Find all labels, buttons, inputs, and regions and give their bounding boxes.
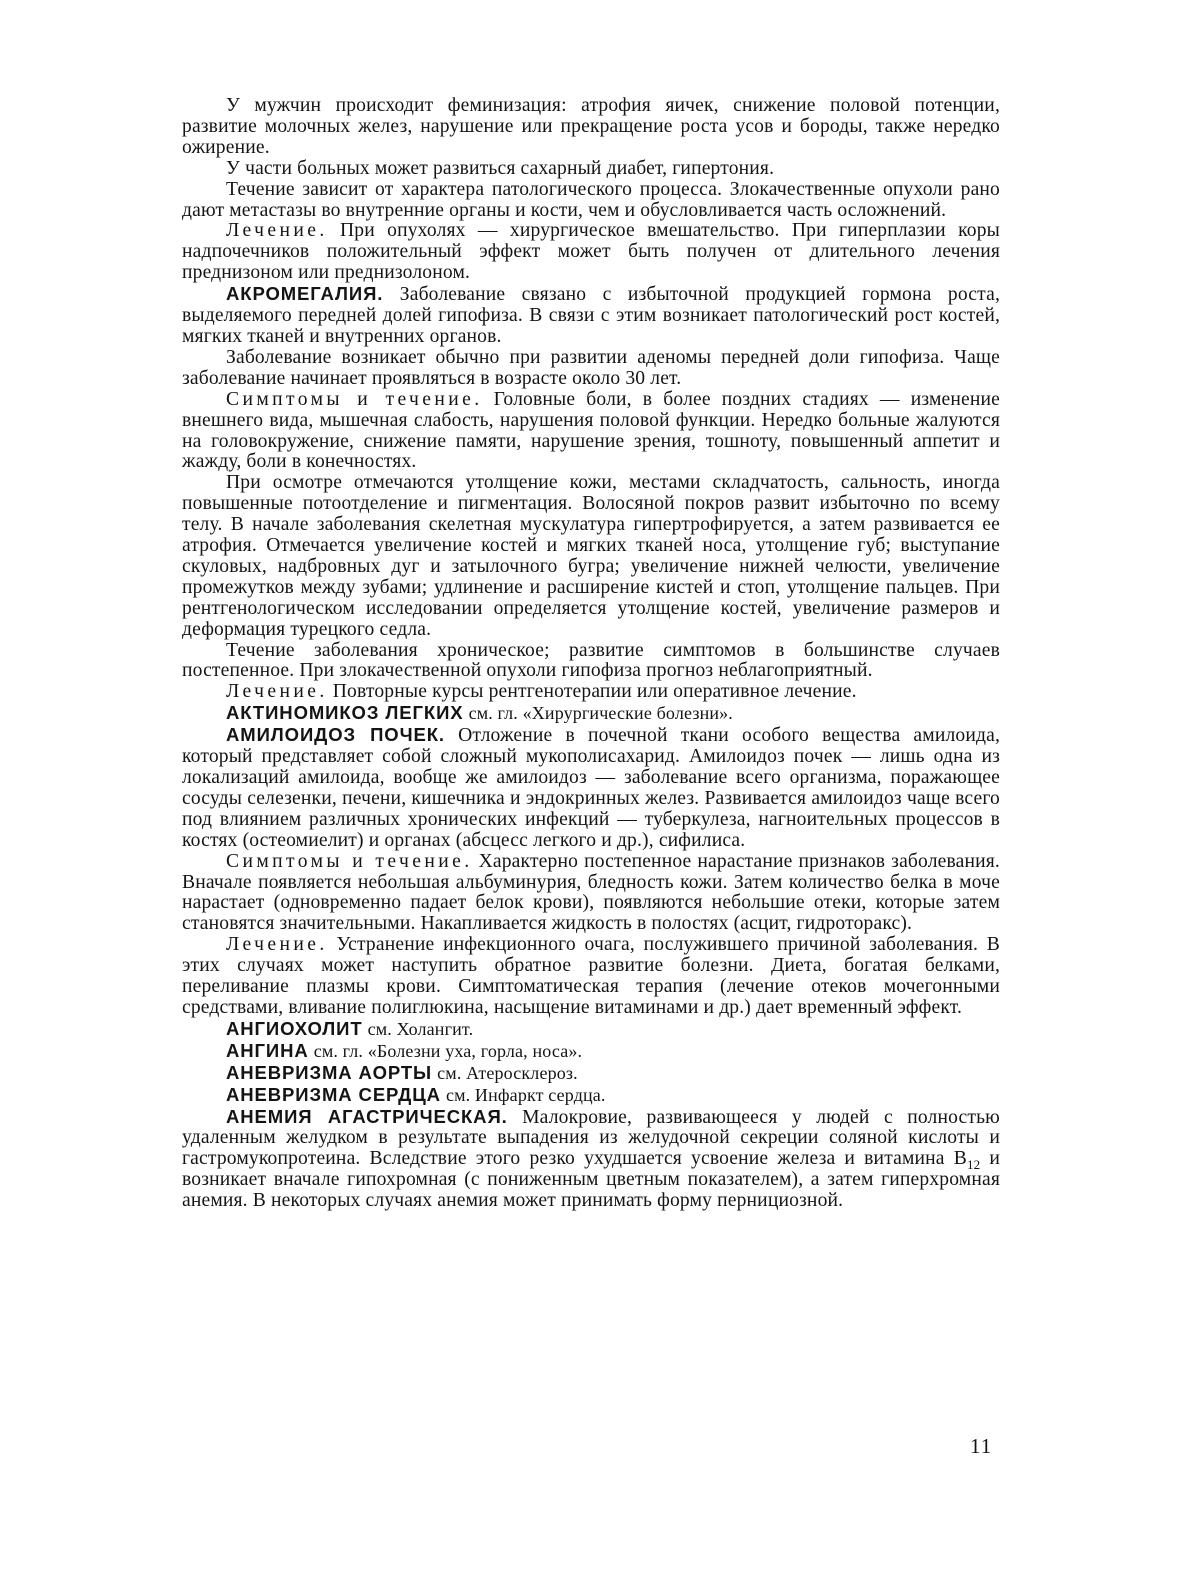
paragraph-text: Течение заболевания хроническое; развитие симптомов в большинстве случаев постепенное. При злокачественной опухоли гипофиза прогноз неблагоприятный. xyxy=(182,639,1000,682)
paragraph-text: При осмотре отмечаются утолщение кожи, местами складчатость, сальность, иногда повышенные потоотделение и пигментация. Волосяной покров развит избыточно по всему телу. В начале заболевания скелетная мускулатура гипертрофируется, а затем развивается ее атрофия. Отмечается увеличение костей и мягких тканей носа, утолщение губ; выступание скуловых, надбровных дуг и затылочного бугра; увеличение нижней челюсти, увеличение промежутков между зубами; удлинение и расширение кистей и стоп, утолщение пальцев. При рентгенологическом исследовании определяется утолщение костей, увеличение размеров и деформация турецкого седла. xyxy=(182,472,1000,640)
paragraph-text: При опухолях — хирургическое вмешательство. При гиперплазии коры надпочечников положительный эффект может быть получен от длительного лечения преднизоном или преднизолоном. xyxy=(182,220,1000,284)
paragraph xyxy=(182,348,1000,390)
page-number: 11 xyxy=(970,1434,993,1458)
paragraph-text: Отложение в почечной ткани особого вещества амилоида, который представляет собой сложный мукополисахарид. Амилоидоз почек — лишь одна из локализаций амилоида, вообще же амилоидоз — заболевание всего организма, поражающее сосуды селезенки, печени, кишечника и эндокринных желез. Развивается амилоидоз чаще всего под влиянием различных хронических инфекций — туберкулеза, нагноительных процессов в костях (остеомиелит) и органах (абсцесс легкого и др.), сифилиса. xyxy=(182,725,1000,851)
paragraph xyxy=(182,641,1000,683)
entry-heading: АНГИНА xyxy=(226,1039,309,1061)
paragraph xyxy=(182,852,1000,936)
section-label: Симптомы и течение. xyxy=(226,850,473,872)
entry-heading: АКРОМЕГАЛИЯ. xyxy=(226,283,384,305)
paragraph xyxy=(182,390,1000,474)
entry-aortic-aneurysm xyxy=(182,1063,1000,1085)
entry-amyloidosis xyxy=(182,725,1000,851)
entry-angina xyxy=(182,1041,1000,1063)
paragraph xyxy=(182,473,1000,640)
entry-heading: АМИЛОИДОЗ ПОЧЕК. xyxy=(226,724,445,746)
page-text xyxy=(182,96,1000,1212)
entry-heading: АНЕМИЯ АГАСТРИЧЕСКАЯ. xyxy=(226,1105,508,1127)
entry-angiocholitis xyxy=(182,1019,1000,1041)
paragraph-text: и возникает вначале гипохромная (с пониженным цветным показателем), а затем гиперхромная анемия. В некоторых случаях анемия может принимать форму пернициозной. xyxy=(182,1148,1000,1212)
paragraph xyxy=(182,221,1000,284)
entry-actinomycosis xyxy=(182,703,1000,725)
cross-reference: см. гл. «Болезни уха, горла, носа». xyxy=(313,1040,583,1061)
section-label: Симптомы и течение. xyxy=(226,388,483,410)
paragraph-text: У мужчин происходит феминизация: атрофия яичек, снижение половой потенции, развитие молочных желез, нарушение или прекращение роста усов и бороды, также нередко ожирение. xyxy=(182,95,1000,158)
entry-heading: АНЕВРИЗМА АОРТЫ xyxy=(226,1061,433,1083)
paragraph-text: Малокровие, развивающееся у людей с полностью удаленным желудком в результате выпадения из желудочной секреции соляной кислоты и гастромукопротеина. Вследствие этого резко ухудшается усвоение железа и витамина B xyxy=(182,1106,1000,1170)
paragraph-text: Головные боли, в более поздних стадиях — изменение внешнего вида, мышечная слабость, нарушения половой функции. Нередко больные жалуются на головокружение, снижение памяти, нарушение зрения, тошноту, повышенный аппетит и жажду, боли в конечностях. xyxy=(182,388,1000,473)
cross-reference: см. Атеросклероз. xyxy=(437,1062,578,1083)
cross-reference: см. гл. «Хирургические болезни». xyxy=(468,703,733,724)
entry-heading: АКТИНОМИКОЗ ЛЕГКИХ xyxy=(226,702,464,724)
paragraph xyxy=(182,159,1000,180)
subscript: 12 xyxy=(966,1157,981,1173)
entry-acromegaly xyxy=(182,284,1000,348)
section-label: Лечение. xyxy=(226,681,328,703)
paragraph-text: Заболевание возникает обычно при развитии аденомы передней доли гипофиза. Чаще заболевание начинает проявляться в возрасте около 30 лет. xyxy=(182,346,1000,389)
paragraph-text: Течение зависит от характера патологического процесса. Злокачественные опухоли рано дают метастазы во внутренние органы и кости, чем и обусловливается часть осложнений. xyxy=(182,178,1000,221)
cross-reference: см. Инфаркт сердца. xyxy=(445,1084,606,1105)
paragraph xyxy=(182,96,1000,159)
entry-heading: АНЕВРИЗМА СЕРДЦА xyxy=(226,1083,441,1105)
paragraph xyxy=(182,180,1000,222)
paragraph-text: У части больных может развиться сахарный диабет, гипертония. xyxy=(226,157,775,179)
section-label: Лечение. xyxy=(226,220,328,242)
section-label: Лечение. xyxy=(226,934,328,956)
paragraph xyxy=(182,935,1000,1019)
paragraph-text: Заболевание связано с избыточной продукцией гормона роста, выделяемого передней долей гипофиза. В связи с этим возникает патологический рост костей, мягких тканей и внутренних органов. xyxy=(182,284,1000,347)
cross-reference: см. Холангит. xyxy=(367,1018,474,1039)
entry-heading: АНГИОХОЛИТ xyxy=(226,1017,363,1039)
entry-cardiac-aneurysm xyxy=(182,1085,1000,1107)
entry-agastric-anemia xyxy=(182,1107,1000,1213)
paragraph xyxy=(182,682,1000,703)
paragraph-text: Устранение инфекционного очага, послужившего причиной заболевания. В этих случаях может наступить обратное развитие болезни. Диета, богатая белками, переливание плазмы крови. Симптоматическая терапия (лечение отеков мочегонными средствами, вливание полиглюкина, насыщение витаминами и др.) дает временный эффект. xyxy=(182,934,1000,1018)
paragraph-text: Повторные курсы рентгенотерапии или оперативное лечение. xyxy=(332,681,857,703)
paragraph-text: Характерно постепенное нарастание признаков заболевания. Вначале появляется небольшая альбуминурия, бледность кожи. Затем количество белка в моче нарастает (одновременно падает белок крови), появляются небольшие отеки, которые затем становятся значительными. Накапливается жидкость в полостях (асцит, гидроторакс). xyxy=(182,850,1000,935)
